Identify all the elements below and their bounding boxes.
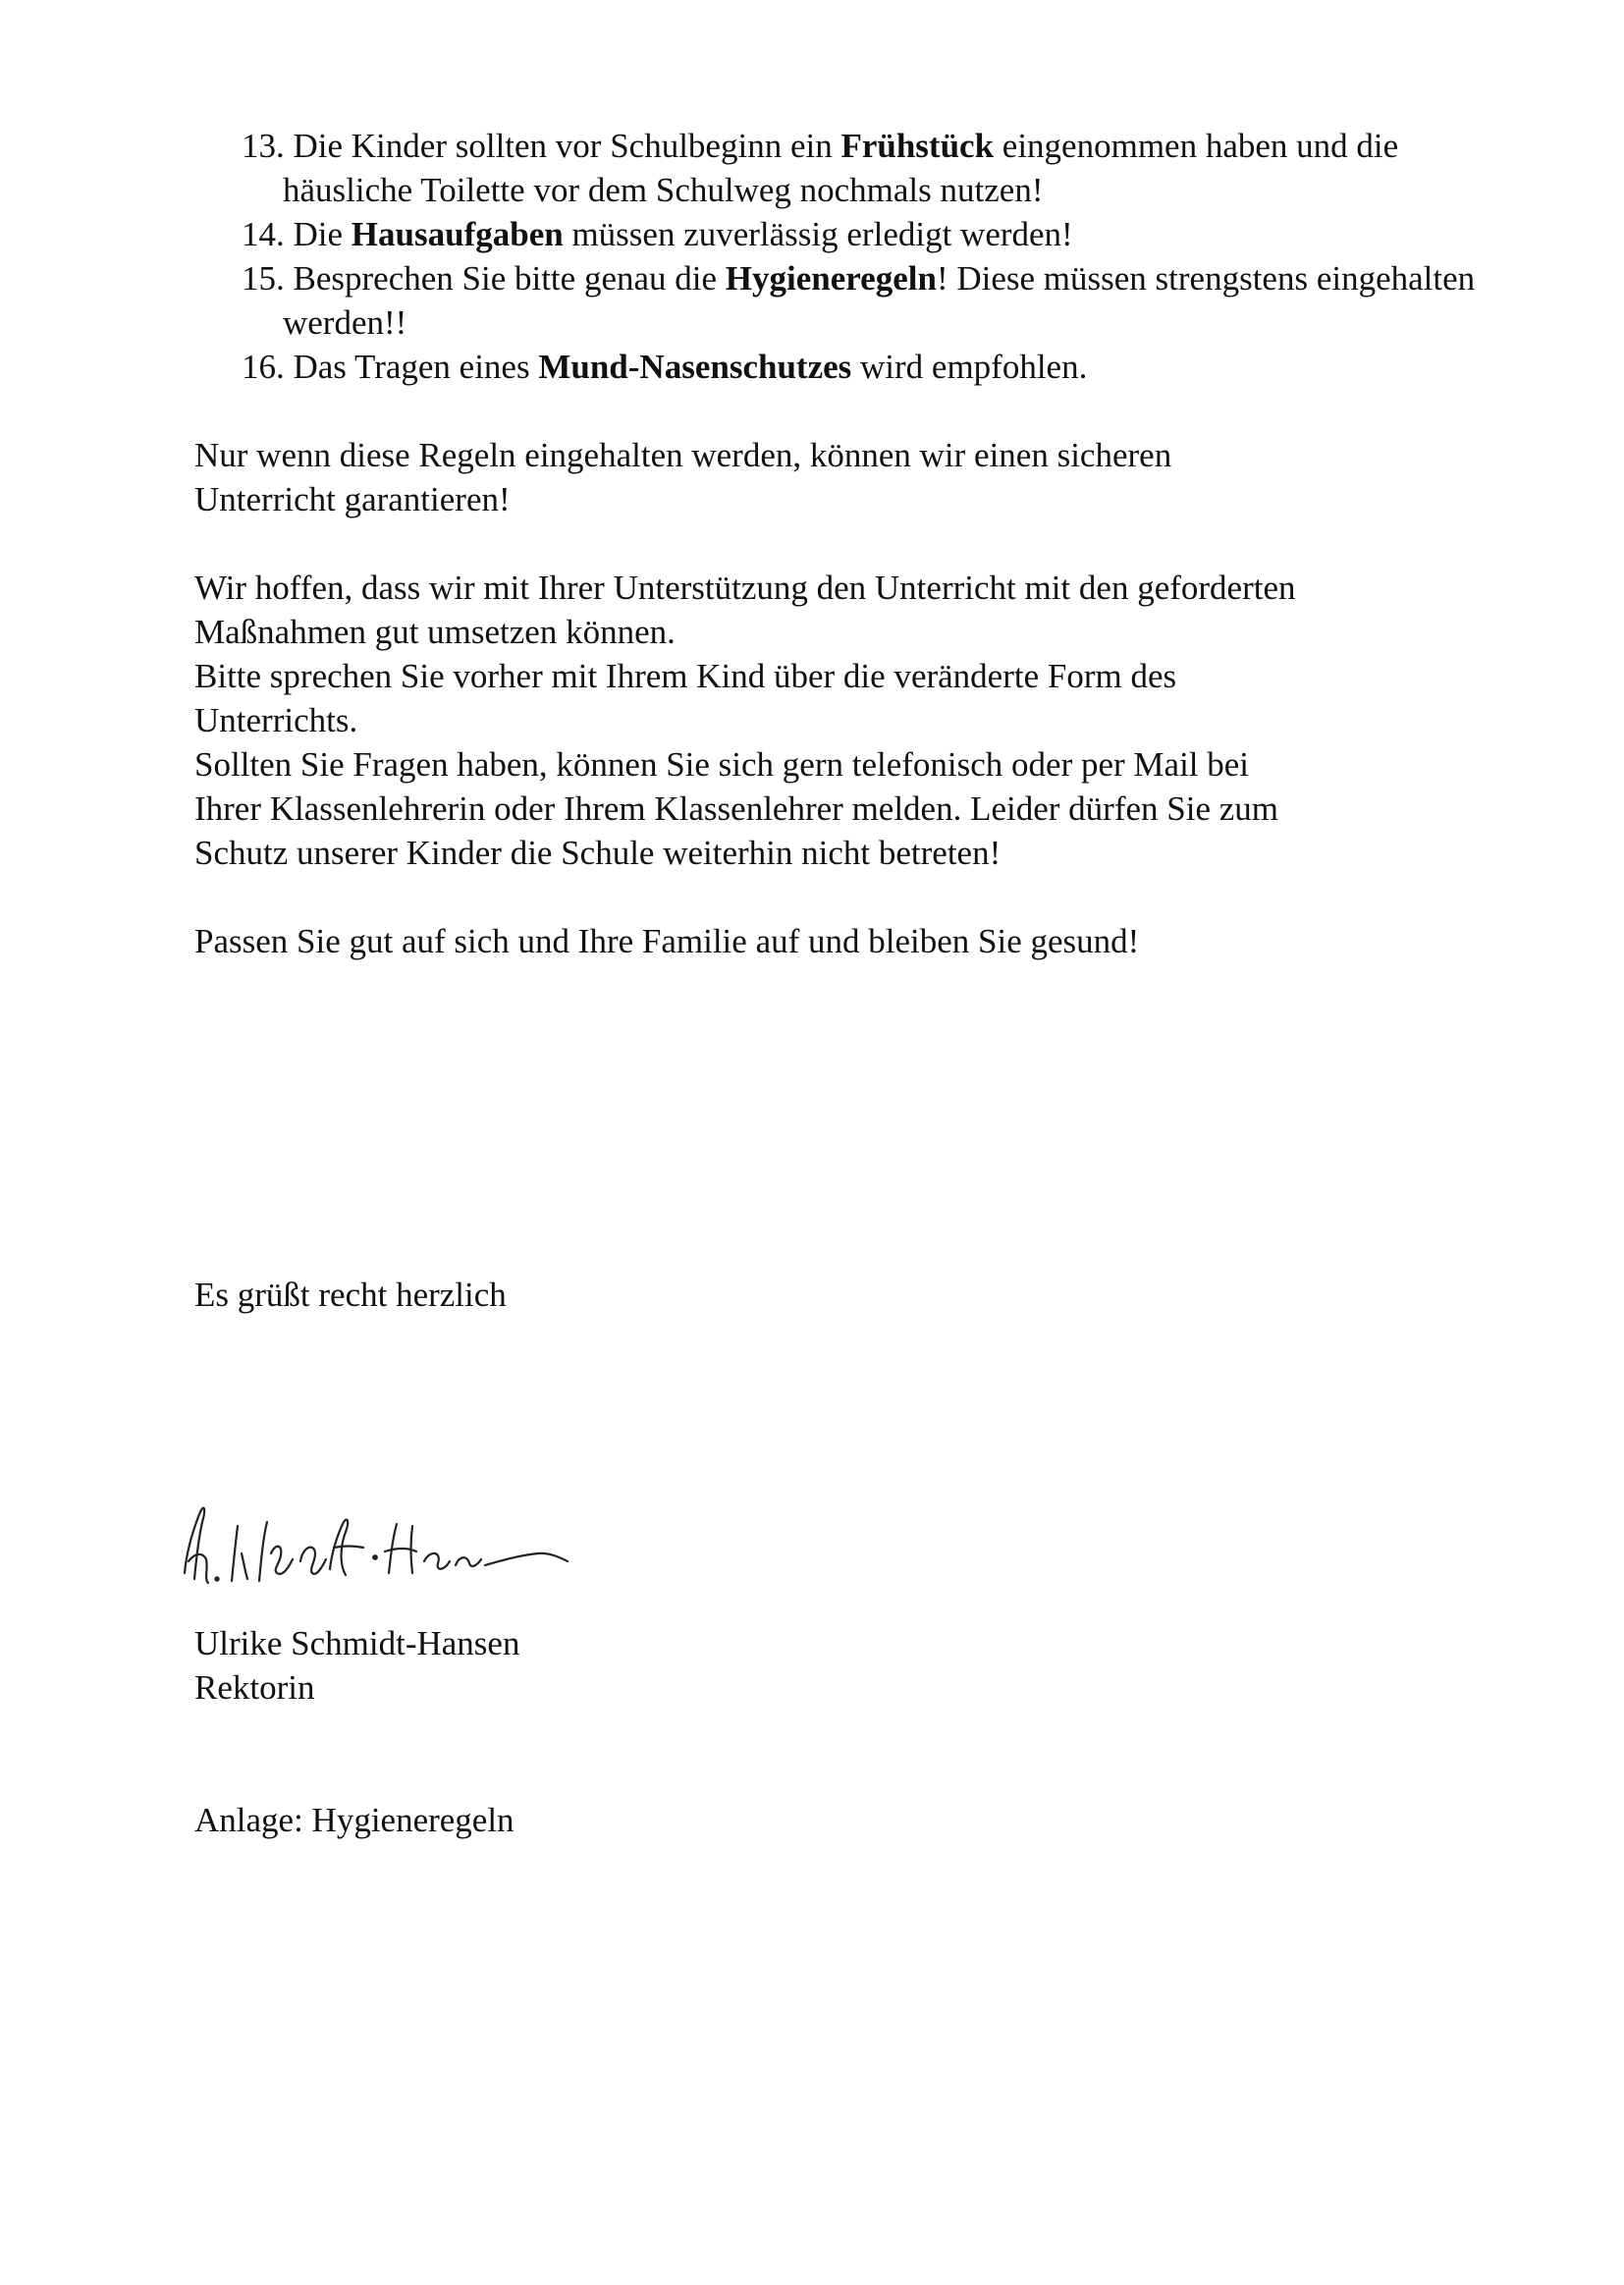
paragraph-line: Unterricht garantieren!: [194, 480, 511, 518]
paragraph-line: Maßnahmen gut umsetzen können.: [194, 613, 676, 651]
list-bold: Hausaufgaben: [351, 215, 564, 253]
paragraph-line: Ihrer Klassenlehrerin oder Ihrem Klassenlehrer melden. Leider dürfen Sie zum: [194, 789, 1278, 828]
list-text: Das Tragen eines: [293, 348, 539, 386]
paragraph-line: Schutz unserer Kinder die Schule weiterhin nicht betreten!: [194, 834, 1001, 872]
list-text: müssen zuverlässig erledigt werden!: [563, 215, 1073, 253]
list-item: [242, 124, 1479, 212]
paragraph-line: Bitte sprechen Sie vorher mit Ihrem Kind über die veränderte Form des: [194, 657, 1177, 695]
paragraph-line: Nur wenn diese Regeln eingehalten werden, können wir einen sicheren: [194, 436, 1172, 474]
attachment-note: [194, 1798, 1490, 1842]
list-text: Die: [293, 215, 352, 253]
signatory-block: [194, 1621, 1490, 1710]
attachment-text: Anlage: Hygieneregeln: [194, 1801, 514, 1839]
paragraph-line: Unterrichts.: [194, 701, 358, 739]
rules-note-paragraph: [194, 433, 1490, 521]
paragraph-line: Passen Sie gut auf sich und Ihre Familie auf und bleiben Sie gesund!: [194, 922, 1140, 960]
list-item: [242, 212, 1479, 256]
list-bold: Mund-Nasenschutzes: [538, 348, 852, 386]
rules-list: [242, 124, 1479, 389]
list-number: 14.: [242, 215, 285, 253]
greeting-text: Es grüßt recht herzlich: [194, 1276, 507, 1314]
signatory-name: Ulrike Schmidt-Hansen: [194, 1624, 520, 1662]
list-number: 16.: [242, 348, 285, 386]
wish-paragraph: [194, 919, 1490, 963]
greeting: [194, 1273, 1490, 1317]
list-bold: Hygieneregeln: [725, 259, 937, 298]
signature-image: [165, 1463, 656, 1610]
signatory-role: Rektorin: [194, 1668, 315, 1707]
list-text: eingenommen haben und die häusliche Toilette vor dem Schulweg nochmals nutzen!: [283, 127, 1399, 209]
paragraph-line: Wir hoffen, dass wir mit Ihrer Unterstützung den Unterricht mit den geforderten: [194, 569, 1296, 607]
list-text: wird empfohlen.: [851, 348, 1088, 386]
paragraph-line: Sollten Sie Fragen haben, können Sie sich gern telefonisch oder per Mail bei: [194, 745, 1250, 784]
list-number: 13.: [242, 127, 285, 165]
list-text: Die Kinder sollten vor Schulbeginn ein: [293, 127, 841, 165]
list-item: [242, 345, 1479, 389]
list-item: [242, 256, 1479, 345]
list-bold: Frühstück: [840, 127, 995, 165]
list-text: Besprechen Sie bitte genau die: [293, 259, 726, 298]
list-text: ! Diese müssen strengstens eingehalten werden!!: [283, 259, 1476, 342]
hope-paragraph: [194, 566, 1490, 875]
list-number: 15.: [242, 259, 285, 298]
